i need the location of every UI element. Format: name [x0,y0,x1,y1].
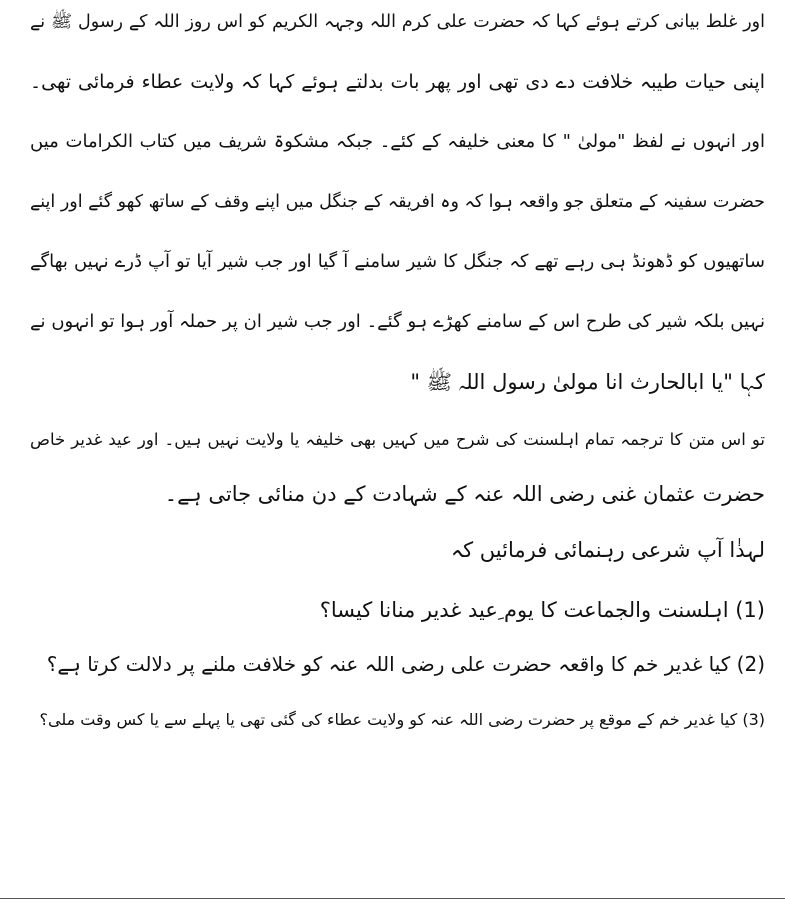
text-line-6: نہیں بلکہ شیر کی طرح اس کے سامنے کھڑے ہو گئے۔ اور جب شیر ان پر حملہ آور ہوا تو انہوں نے [30,311,765,332]
text-line-10: لہذٰا آپ شرعی رہنمائی فرمائیں کہ [450,538,765,562]
question-2: (2) کیا غدیر خم کا واقعہ حضرت علی رضی اللہ عنہ کو خلافت ملنے پر دلالت کرتا ہے؟ [46,652,765,676]
text-line-7: کہا "یا ابالحارث انا مولیٰ رسول اللہ ﷺ " [410,370,765,394]
bottom-divider [0,898,785,899]
text-line-4: حضرت سفینہ کے متعلق جو واقعہ ہوا کہ وہ افریقہ کے جنگل میں اپنے وقف کے ساتھ کھو گئے اور اپنے [30,192,765,212]
text-line-9: حضرت عثمان غنی رضی اللہ عنہ کے شہادت کے دن منائی جاتی ہے۔ [164,482,765,506]
urdu-text-block [30,2,765,762]
text-line-3: اور انہوں نے لفظ "مولیٰ " کا معنی خلیفہ کے کئے۔ جبکہ مشکوۃ شریف میں کتاب الکرامات میں [30,131,765,152]
text-line-8: تو اس متن کا ترجمہ تمام اہلسنت کی شرح میں کہیں بھی خلیفہ یا ولایت نہیں ہیں۔ اور عید غدیر خاص [30,430,765,449]
text-line-5: ساتھیوں کو ڈھونڈ ہی رہے تھے کہ جنگل کا شیر سامنے آ گیا اور جب شیر آیا تو آپ ڈرے نہیں بھاگے [30,251,765,272]
question-1: (1) اہلسنت والجماعت کا یوم ِعید غدیر منانا کیسا؟ [319,598,765,622]
text-line-2: اپنی حیات طیبہ خلافت دے دی تھی اور پھر بات بدلتے ہوئے کہا کہ ولایت عطاء فرمائی تھی۔ [30,71,765,93]
question-3: (3) کیا غدیر خم کے موقع پر حضرت رضی اللہ عنہ کو ولایت عطاء کی گئی تھی یا پہلے سے یا کس وقت ملی؟ [39,710,765,729]
text-line-1: اور غلط بیانی کرتے ہوئے کہا کہ حضرت علی کرم اللہ وجہہ الکریم کو اس روز اللہ کے رسول ﷺ نے [30,12,765,32]
